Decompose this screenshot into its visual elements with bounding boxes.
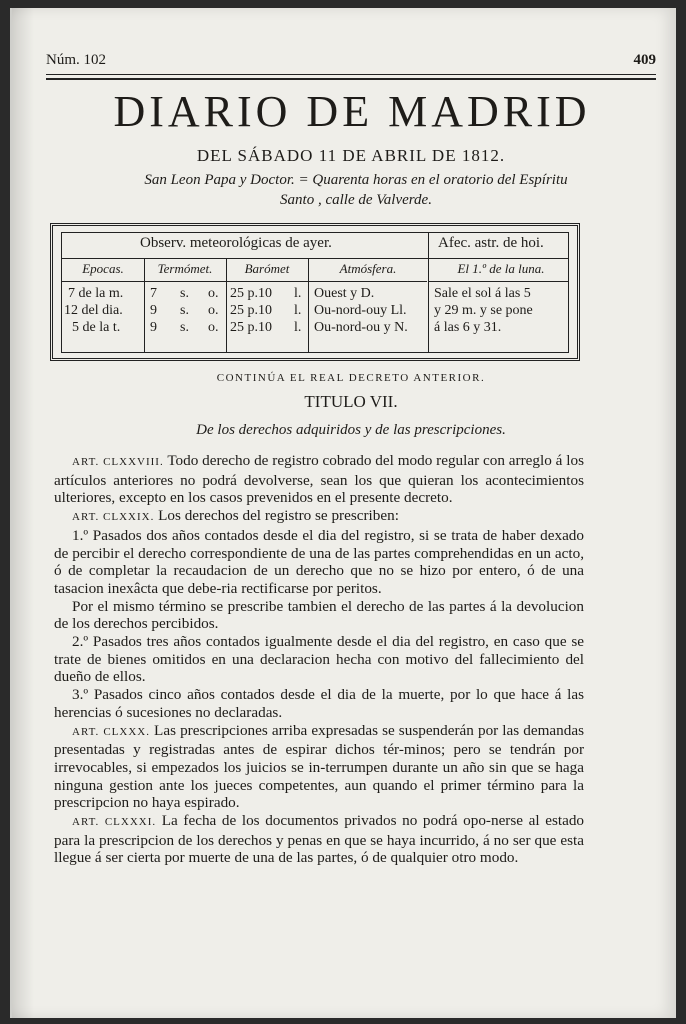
row-1-thermo: 7 <box>150 286 157 301</box>
masthead-title: DIARIO DE MADRID <box>113 87 591 136</box>
row-1-baro: 25 p.10 <box>230 286 272 301</box>
paragraph-text: La fecha de los documentos privados no podrá opo-nerse al estado para la prescripcion de los derechos y penas en que se haya incurrido, á no ser que esta llegue á ser cierta por muerte de una de las partes, ó de qualquier otro modo. <box>54 812 585 867</box>
paragraph-art-clxxix <box>54 507 584 527</box>
paragraph-text: Pasados dos años contados desde el dia del registro, si se trata de haber dexado de percibir el derecho correspondiente de una de las partes comprehendidas en un acto, ó de completar la recaudacion de un derecho que no se hizo por entero, ó de una tasacion inexâcta que debe-ria rectificarse por peritos. <box>54 526 584 597</box>
paragraph-art-clxxviii <box>54 452 584 507</box>
paragraph-clause-2 <box>54 633 584 686</box>
page-header-line <box>46 52 656 76</box>
row-2-thermo-o: o. <box>208 303 219 318</box>
weather-table-inner <box>61 232 569 353</box>
newspaper-page <box>10 8 676 1018</box>
saint-of-the-day <box>62 170 650 210</box>
paragraph-clause-1-cont <box>54 598 584 633</box>
col-head-atmosfera: Atmósfera. <box>339 261 397 276</box>
header-rule-bottom <box>46 78 656 80</box>
weather-title: Observ. meteorológicas de ayer. <box>140 235 332 251</box>
paragraph-text: Pasados cinco años contados desde el dia de la muerte, por lo que hace á las herencias ó sucesiones no declaradas. <box>54 686 584 721</box>
paragraph-art-clxxx <box>54 722 584 813</box>
saint-line-2: Santo , calle de Valverde. <box>280 192 432 208</box>
header-rule-top <box>46 74 656 75</box>
row-1-thermo-s: s. <box>180 286 189 301</box>
page-number: 409 <box>633 52 656 68</box>
row-2-baro-l: l. <box>294 303 302 318</box>
row-2-thermo: 9 <box>150 303 157 318</box>
row-2-atmos: Ou-nord-ouy Ll. <box>314 303 407 318</box>
row-2-thermo-s: s. <box>180 303 189 318</box>
table-hr-3 <box>428 281 568 282</box>
col-head-luna: El 1.º de la luna. <box>457 261 545 276</box>
clause-number: 1.º <box>72 526 89 544</box>
row-3-baro-l: l. <box>294 320 302 335</box>
paragraph-clause-3 <box>54 686 584 721</box>
row-3-baro: 25 p.10 <box>230 320 272 335</box>
row-3-thermo-o: o. <box>208 320 219 335</box>
weather-table <box>50 223 580 361</box>
paragraph-art-clxxxi <box>54 812 584 867</box>
row-3-thermo-s: s. <box>180 320 189 335</box>
article-label: ART. CLXXXI. <box>72 816 157 829</box>
row-3-atmos: Ou-nord-ou y N. <box>314 320 408 335</box>
row-1-baro-l: l. <box>294 286 302 301</box>
row-3-thermo: 9 <box>150 320 157 335</box>
table-hr-2 <box>62 281 427 282</box>
row-1-atmos: Ouest y D. <box>314 286 375 301</box>
issue-number: Núm. 102 <box>46 52 106 68</box>
astro-title: Afec. astr. de hoi. <box>438 235 544 251</box>
paragraph-text: Pasados tres años contados igualmente desde el dia del registro, en caso que se trate de bienes omitidos en una declaracion hecha con motivo del fallecimiento del dueño de ellos. <box>54 633 585 686</box>
row-2-epoch: 12 del dia. <box>64 303 123 318</box>
col-head-barometro: Barómet <box>244 261 290 276</box>
title-heading: TITULO VII. <box>304 392 398 411</box>
row-3-epoch: 5 de la t. <box>72 320 121 335</box>
article-label: ART. CLXXIX. <box>72 511 155 524</box>
clause-number: 3.º <box>72 686 89 704</box>
astro-line-2: y 29 m. y se pone <box>434 303 533 318</box>
paragraph-text: Los derechos del registro se prescriben: <box>158 507 399 525</box>
row-1-thermo-o: o. <box>208 286 219 301</box>
astro-line-3: á las 6 y 31. <box>434 320 502 335</box>
paragraph-text: Todo derecho de registro cobrado del modo regular con arreglo á los artículos anteriores no podrá devolverse, sean los que quieran los acontecimientos ulteriores, excepto en los casos prevenidos en el presente decreto. <box>54 452 584 507</box>
issue-date: DEL SÁBADO 11 DE ABRIL DE 1812. <box>196 146 506 165</box>
page-spine-shadow <box>12 8 34 1018</box>
title-subheading: De los derechos adquiridos y de las prescripciones. <box>196 422 506 438</box>
article-label: ART. CLXXVIII. <box>72 456 164 468</box>
article-label: ART. CLXXX. <box>72 725 150 738</box>
astro-line-1: Sale el sol á las 5 <box>434 286 531 301</box>
paragraph-clause-1 <box>54 527 584 598</box>
header-divider <box>428 233 429 258</box>
row-2-baro: 25 p.10 <box>230 303 272 318</box>
col-head-termometro: Termómet. <box>157 261 213 276</box>
paragraph-text: Las prescripciones arriba expresadas se suspenderán por las demandas presentadas y registradas antes de espirar dichos tér-minos; pero se tendrán por irrevocables, si empezados los juicios se in-terrumpen durante un año sin que se haga ninguna gestion ante los jueces competentes, aun quando el primer término para la prescripcion no haya espirado. <box>54 721 584 812</box>
clause-number: 2.º <box>72 633 89 651</box>
continuation-heading: CONTINÚA EL REAL DECRETO ANTERIOR. <box>216 372 486 384</box>
table-hr-1 <box>62 258 568 259</box>
article-body <box>54 452 584 867</box>
col-head-epocas: Epocas. <box>82 261 124 276</box>
paragraph-text: Por el mismo término se prescribe tambien el derecho de las partes á la devolucion de los derechos percibidos. <box>54 597 584 633</box>
saint-line-1: San Leon Papa y Doctor. = Quarenta horas en el oratorio del Espíritu <box>144 172 568 188</box>
row-1-epoch: 7 de la m. <box>68 286 124 301</box>
